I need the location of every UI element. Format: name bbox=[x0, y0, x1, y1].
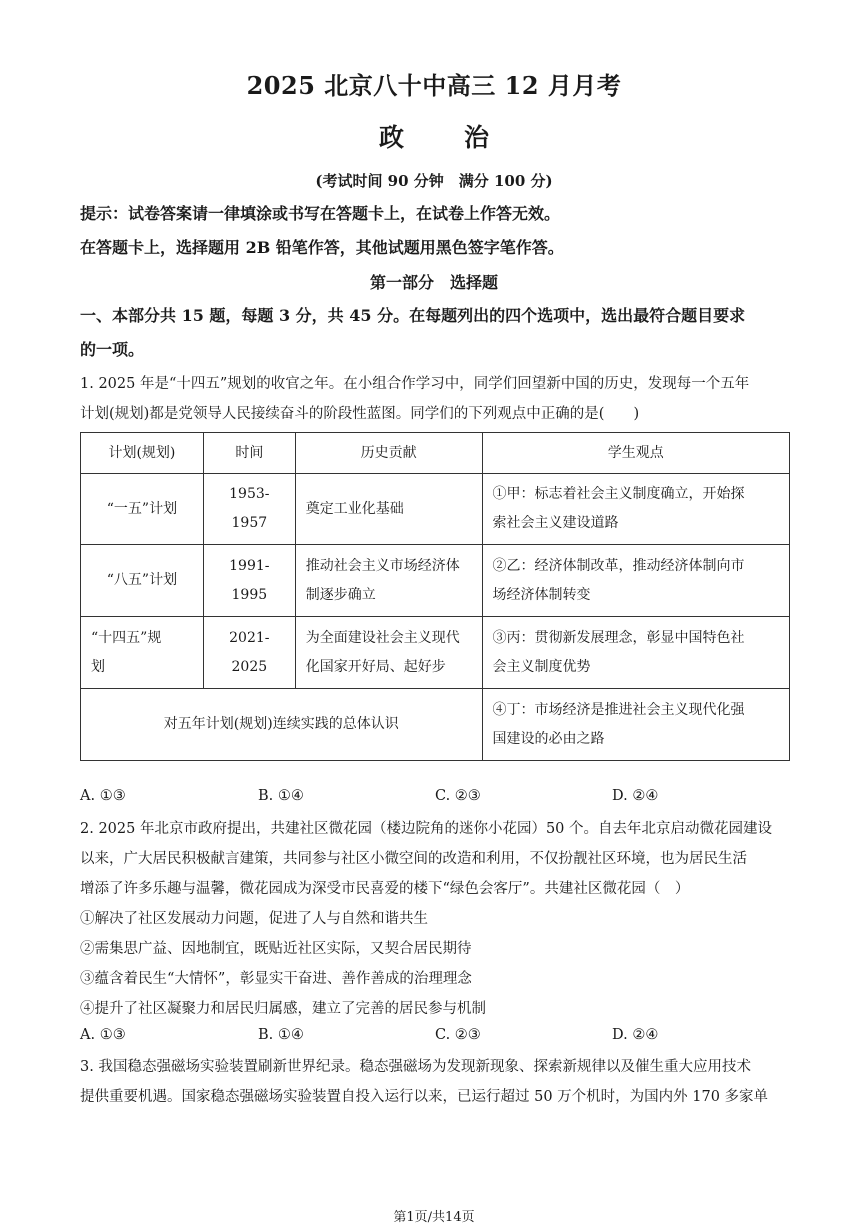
question-2-line-3: 增添了许多乐趣与温馨，微花园成为深受市民喜爱的楼下“绿色会客厅”。共建社区微花园（ ） bbox=[80, 881, 690, 897]
part-instruction-line-1: 一、本部分共 15 题，每题 3 分，共 45 分。在每题列出的四个选项中，选出最符合题目要求 bbox=[80, 306, 746, 325]
part-instruction-line-2: 的一项。 bbox=[80, 340, 145, 359]
question-2-line-2: 以来，广大居民积极献言建策，共同参与社区小微空间的改造和利用，不仅扮靓社区环境，也为居民生活 bbox=[80, 851, 747, 867]
table-cell-time: 1991-1995 bbox=[203, 545, 295, 617]
exam-title: 2025 北京八十中高三 12 月月考 bbox=[246, 71, 622, 100]
statement-item: ①解决了社区发展动力问题，促进了人与自然和谐共生 bbox=[80, 911, 428, 927]
question-1-options bbox=[80, 788, 792, 812]
view-line: 索社会主义建设道路 bbox=[492, 515, 619, 531]
table-cell-plan: “八五”计划 bbox=[81, 545, 204, 617]
contribution-line: 推动社会主义市场经济体 bbox=[305, 557, 460, 574]
option-a[interactable]: A. ①③ bbox=[80, 788, 126, 804]
table-cell-view bbox=[482, 545, 789, 617]
question-3-line-1: 3. 我国稳态强磁场实验装置刷新世界纪录。稳态强磁场为发现新现象、探索新规律以及催生重大应用技术 bbox=[80, 1059, 751, 1075]
question-3-stem bbox=[80, 1052, 792, 1112]
table-cell-view bbox=[482, 617, 789, 689]
view-line: ④丁：市场经济是推进社会主义现代化强 bbox=[492, 701, 745, 718]
statement-item: ④提升了社区凝聚力和居民归属感，建立了完善的居民参与机制 bbox=[80, 1001, 486, 1017]
option-c[interactable]: C. ②③ bbox=[435, 788, 481, 804]
statement-item: ②需集思广益、因地制宜，既贴近社区实际，又契合居民期待 bbox=[80, 941, 472, 957]
table-header: 学生观点 bbox=[482, 433, 789, 474]
table-row bbox=[81, 474, 790, 545]
table-cell-plan bbox=[81, 617, 204, 689]
view-line: ③丙：贯彻新发展理念，彰显中国特色社 bbox=[492, 629, 745, 646]
question-1-line-1: 1. 2025 年是“十四五”规划的收官之年。在小组合作学习中，同学们回望新中国的历史，发现每一个五年 bbox=[80, 376, 750, 392]
table-cell-time: 2021-2025 bbox=[203, 617, 295, 689]
option-c[interactable]: C. ②③ bbox=[435, 1027, 481, 1043]
subject-title bbox=[0, 118, 868, 154]
table-row bbox=[81, 617, 790, 689]
table-cell-contribution: 奠定工业化基础 bbox=[295, 474, 482, 545]
view-line: 国建设的必由之路 bbox=[492, 730, 605, 747]
option-d[interactable]: D. ②④ bbox=[612, 788, 659, 804]
contribution-line: 化国家开好局、起好步 bbox=[305, 658, 446, 675]
table-summary-label: 对五年计划(规划)连续实践的总体认识 bbox=[81, 689, 483, 761]
subject-char-2: 治 bbox=[464, 123, 490, 152]
table-header-row bbox=[81, 433, 790, 474]
contribution-line: 为全面建设社会主义现代 bbox=[305, 629, 460, 646]
section-heading: 第一部分 选择题 bbox=[369, 273, 498, 292]
table-cell-view bbox=[482, 689, 789, 761]
question-2-line-1: 2. 2025 年北京市政府提出，共建社区微花园（楼边院角的迷你小花园）50 个。自去年北京启动微花园建设 bbox=[80, 821, 773, 837]
notice-line-2: 在答题卡上，选择题用 2B 铅笔作答，其他试题用黑色签字笔作答。 bbox=[80, 238, 564, 257]
table-header: 历史贡献 bbox=[295, 433, 482, 474]
subject-char-1: 政 bbox=[378, 123, 404, 152]
table-row bbox=[81, 545, 790, 617]
table-cell-contribution bbox=[295, 545, 482, 617]
table-cell-view bbox=[482, 474, 789, 545]
exam-info: (考试时间 90 分钟 满分 100 分) bbox=[315, 172, 553, 190]
view-line: 场经济体制转变 bbox=[492, 586, 591, 603]
option-b[interactable]: B. ①④ bbox=[258, 1027, 304, 1043]
five-year-plan-table bbox=[80, 432, 790, 761]
table-header: 时间 bbox=[203, 433, 295, 474]
view-line: 会主义制度优势 bbox=[492, 658, 591, 675]
question-2-stem bbox=[80, 814, 792, 1024]
table-header: 计划(规划) bbox=[81, 433, 204, 474]
question-1-stem bbox=[80, 369, 792, 429]
table-cell-time: 1953-1957 bbox=[203, 474, 295, 545]
view-line: ②乙：经济体制改革，推动经济体制向市 bbox=[492, 557, 745, 574]
table-cell-contribution bbox=[295, 617, 482, 689]
option-b[interactable]: B. ①④ bbox=[258, 788, 304, 804]
table-summary-row bbox=[81, 689, 790, 761]
table-cell-plan: “一五”计划 bbox=[81, 474, 204, 545]
option-a[interactable]: A. ①③ bbox=[80, 1027, 126, 1043]
notice-line-1: 提示：试卷答案请一律填涂或书写在答题卡上，在试卷上作答无效。 bbox=[80, 204, 561, 223]
question-2-options bbox=[80, 1027, 792, 1051]
plan-line: “十四五”规 bbox=[91, 629, 162, 646]
question-1-line-2: 计划(规划)都是党领导人民接续奋斗的阶段性蓝图。同学们的下列观点中正确的是( ) bbox=[80, 406, 640, 422]
contribution-line: 制逐步确立 bbox=[305, 586, 376, 603]
option-d[interactable]: D. ②④ bbox=[612, 1027, 659, 1043]
view-line: ①甲：标志着社会主义制度确立，开始探 bbox=[492, 486, 745, 502]
question-3-line-2: 提供重要机遇。国家稳态强磁场实验装置自投入运行以来，已运行超过 50 万个机时，为国内外 170 多家单 bbox=[80, 1089, 769, 1105]
page-number: 第1页/共14页 bbox=[393, 1210, 475, 1225]
plan-line: 划 bbox=[91, 658, 105, 675]
statement-item: ③蕴含着民生“大情怀”，彰显实干奋进、善作善成的治理理念 bbox=[80, 971, 472, 987]
